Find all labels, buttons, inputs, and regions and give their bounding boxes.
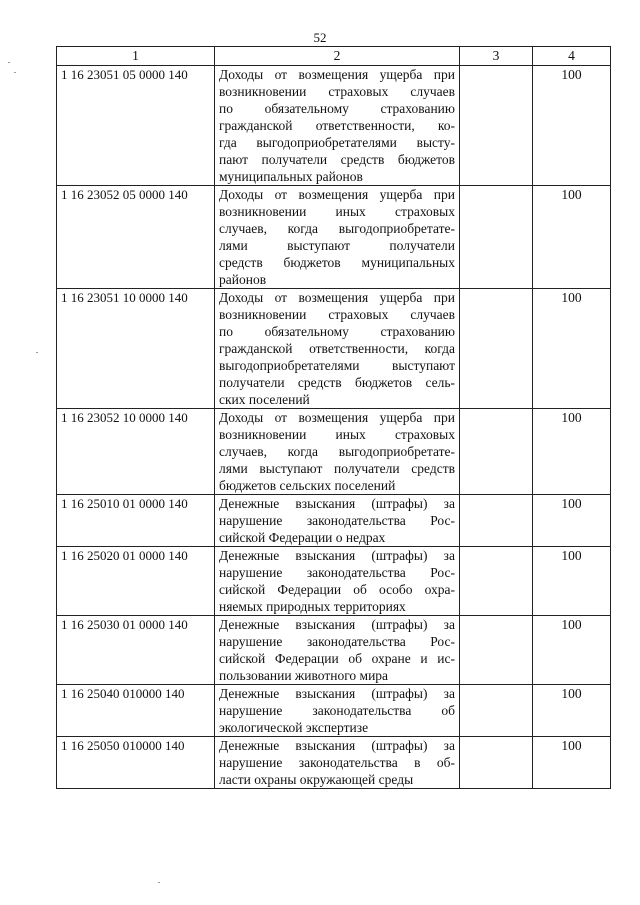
scan-speck	[14, 72, 16, 73]
column-3-cell	[460, 547, 533, 616]
description-line: няемых природных территориях	[219, 599, 406, 614]
description-line: гражданской ответственности, ко-	[219, 118, 455, 133]
table-row	[57, 66, 611, 186]
percent-value-cell: 100	[533, 616, 611, 685]
description-cell	[215, 737, 460, 789]
column-3-cell	[460, 289, 533, 409]
table-row	[57, 186, 611, 289]
column-3-cell	[460, 685, 533, 737]
description-line: ласти охраны окружающей среды	[219, 772, 414, 787]
budget-code-cell: 1 16 25010 01 0000 140	[57, 495, 215, 547]
budget-code-cell: 1 16 23051 10 0000 140	[57, 289, 215, 409]
description-line: получатели средств бюджетов сель-	[219, 375, 455, 390]
scan-speck	[8, 62, 10, 63]
header-row	[57, 47, 611, 66]
description-line: Доходы от возмещения ущерба при	[219, 67, 455, 82]
table-row	[57, 495, 611, 547]
description-line: нарушение законодательства Рос-	[219, 513, 455, 528]
description-line: нарушение законодательства Рос-	[219, 634, 455, 649]
scan-speck	[36, 352, 38, 353]
description-line: по обязательному страхованию	[219, 101, 455, 116]
description-line: бюджетов сельских поселений	[219, 478, 396, 493]
description-line: ских поселений	[219, 392, 310, 407]
percent-value-cell: 100	[533, 495, 611, 547]
percent-value-cell: 100	[533, 737, 611, 789]
description-cell	[215, 495, 460, 547]
budget-code-cell: 1 16 25020 01 0000 140	[57, 547, 215, 616]
description-line: возникновении страховых случаев	[219, 84, 455, 99]
description-line: Доходы от возмещения ущерба при	[219, 290, 455, 305]
description-line: случаев, когда выгодоприобретате-	[219, 221, 455, 236]
column-3-cell	[460, 66, 533, 186]
description-line: случаев, когда выгодоприобретате-	[219, 444, 455, 459]
percent-value-cell: 100	[533, 409, 611, 495]
column-header-1: 1	[57, 47, 215, 66]
description-cell	[215, 289, 460, 409]
budget-code-cell: 1 16 25040 010000 140	[57, 685, 215, 737]
description-line: гда выгодоприобретателями высту-	[219, 135, 455, 150]
description-line: возникновении иных страховых	[219, 204, 455, 219]
description-line: возникновении иных страховых	[219, 427, 455, 442]
column-header-3: 3	[460, 47, 533, 66]
budget-code-cell: 1 16 25050 010000 140	[57, 737, 215, 789]
description-line: средств бюджетов муниципальных	[219, 255, 455, 270]
description-line: сийской Федерации о недрах	[219, 530, 386, 545]
table-body	[57, 66, 611, 789]
table-row	[57, 547, 611, 616]
table-row	[57, 737, 611, 789]
table-header	[57, 47, 611, 66]
column-3-cell	[460, 737, 533, 789]
description-line: Денежные взыскания (штрафы) за	[219, 496, 455, 511]
description-cell	[215, 685, 460, 737]
table-row	[57, 685, 611, 737]
description-line: сийской Федерации об особо охра-	[219, 582, 455, 597]
description-cell	[215, 66, 460, 186]
description-line: муниципальных районов	[219, 169, 363, 184]
description-cell	[215, 547, 460, 616]
percent-value-cell: 100	[533, 186, 611, 289]
column-3-cell	[460, 186, 533, 289]
description-line: экологической экспертизе	[219, 720, 369, 735]
description-line: нарушение законодательства Рос-	[219, 565, 455, 580]
percent-value-cell: 100	[533, 685, 611, 737]
description-line: сийской Федерации об охране и ис-	[219, 651, 455, 666]
description-line: по обязательному страхованию	[219, 324, 455, 339]
description-line: лями выступают получатели	[219, 238, 455, 253]
budget-classification-table	[56, 46, 611, 789]
description-line: Денежные взыскания (штрафы) за	[219, 548, 455, 563]
description-line: гражданской ответственности, когда	[219, 341, 455, 356]
description-line: нарушение законодательства об	[219, 703, 455, 718]
column-3-cell	[460, 409, 533, 495]
budget-code-cell: 1 16 23051 05 0000 140	[57, 66, 215, 186]
table-row	[57, 409, 611, 495]
description-line: выгодоприобретателями выступают	[219, 358, 455, 373]
description-line: лями выступают получатели средств	[219, 461, 455, 476]
table-row	[57, 289, 611, 409]
description-cell	[215, 186, 460, 289]
description-line: Доходы от возмещения ущерба при	[219, 187, 455, 202]
description-line: пользовании животного мира	[219, 668, 389, 683]
column-3-cell	[460, 616, 533, 685]
percent-value-cell: 100	[533, 66, 611, 186]
budget-code-cell: 1 16 23052 05 0000 140	[57, 186, 215, 289]
description-line: Доходы от возмещения ущерба при	[219, 410, 455, 425]
description-cell	[215, 616, 460, 685]
description-line: Денежные взыскания (штрафы) за	[219, 738, 455, 753]
description-line: Денежные взыскания (штрафы) за	[219, 686, 455, 701]
table-row	[57, 616, 611, 685]
column-header-2: 2	[215, 47, 460, 66]
description-line: пают получатели средств бюджетов	[219, 152, 455, 167]
percent-value-cell: 100	[533, 547, 611, 616]
column-header-4: 4	[533, 47, 611, 66]
budget-code-cell: 1 16 25030 01 0000 140	[57, 616, 215, 685]
description-line: нарушение законодательства в об-	[219, 755, 455, 770]
page-number: 52	[313, 30, 327, 45]
column-3-cell	[460, 495, 533, 547]
percent-value-cell: 100	[533, 289, 611, 409]
description-line: возникновении страховых случаев	[219, 307, 455, 322]
description-line: Денежные взыскания (штрафы) за	[219, 617, 455, 632]
description-line: районов	[219, 272, 267, 287]
budget-code-cell: 1 16 23052 10 0000 140	[57, 409, 215, 495]
description-cell	[215, 409, 460, 495]
scan-speck	[158, 882, 160, 883]
